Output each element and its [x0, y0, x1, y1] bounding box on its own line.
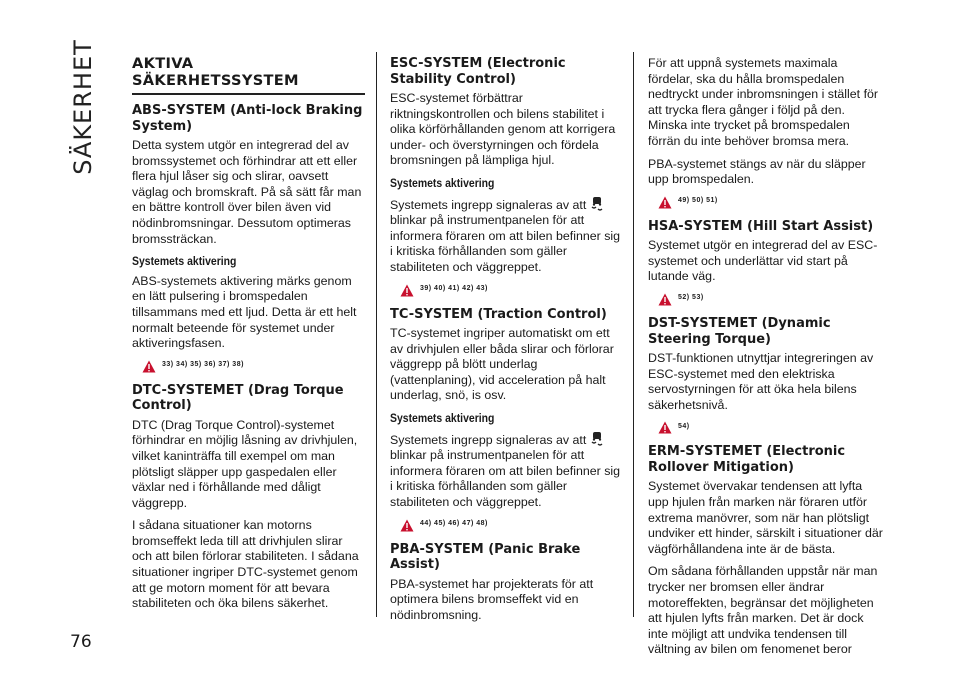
esc-heading: ESC-SYSTEM (Electronic Stability Control): [390, 56, 566, 87]
pba-paragraph-2: För att uppnå systemets maximala fördelar, ska du hålla bromspedalen nedtryckt under inbromsningen i stället för att trycka flera gånger i följd på den. Minska inte trycket på bromspedalen förrän du inte behöver bromsa mera.: [648, 56, 879, 148]
warning-references: 52) 53): [678, 294, 704, 302]
warning-references: 39) 40) 41) 42) 43): [420, 284, 488, 292]
warning-triangle-icon: [658, 196, 672, 209]
column-2: [390, 56, 623, 630]
erm-heading: ERM-SYSTEMET (Electronic Rollover Mitigation): [648, 444, 846, 475]
column-divider: [633, 52, 634, 617]
abs-paragraph-1: Detta system utgör en integrerad del av bromssystemet och förhindrar att ett eller flera hjul låser sig och slirar, oavsett väglag och bromskraft. På så sätt får man en bättre kontroll över bilen även vid nödinbromsningar. Dessutom optimeras bromssträckan.: [132, 138, 362, 246]
esc-text-b: blinkar på instrumentpanelen för att informera föraren om att bilen befinner sig i kritiska förhållanden som gäller stabiliteten och väggreppet.: [390, 213, 621, 274]
warning-references: 44) 45) 46) 47) 48): [420, 519, 488, 527]
tc-text-b: blinkar på instrumentpanelen för att informera föraren om att bilen befinner sig i kritiska förhållanden som gäller stabiliteten och väggreppet.: [390, 448, 621, 509]
warning-triangle-icon: [658, 421, 672, 434]
tc-text-a: Systemets ingrepp signaleras av att: [390, 432, 587, 447]
page-number: 76: [70, 632, 92, 652]
section-title-text: SÄKERHET: [69, 39, 97, 175]
column-divider: [376, 52, 377, 617]
dtc-paragraph-2: I sådana situationer kan motorns bromseffekt leda till att drivhjulen slirar och att bilen förlorar stabiliteten. I sådana situationer ingriper DTC-systemet genom att ge motorn moment för att bevara stabiliteten och öka bilens säkerhet.: [132, 518, 359, 611]
warning-references: 33) 34) 35) 36) 37) 38): [162, 361, 244, 369]
warning-references: 49) 50) 51): [678, 197, 718, 205]
erm-paragraph-1: Systemet övervakar tendensen att lyfta upp hjulen från marken när föraren utför extrema manövrer, som när han plötsligt undviker ett hinder, särskilt i situationer där vägförhållandena inte är de bästa.: [648, 479, 883, 556]
pba-paragraph-3: PBA-systemet stängs av när du släpper upp bromspedalen.: [648, 156, 866, 187]
column-1: [132, 56, 365, 619]
abs-subheading: Systemets aktivering: [132, 255, 237, 269]
tc-heading: TC-SYSTEM (Traction Control): [390, 306, 607, 322]
erm-paragraph-2: Om sådana förhållanden uppstår när man trycker ner bromsen eller ändrar motoreffekten, begränsar det möjligheten att hjulen lyfts från marken. Det är dock inte möjligt att undvika tendensen till vältning av bilen om fenomenet beror: [648, 564, 878, 657]
abs-paragraph-2: ABS-systemets aktivering märks genom en lätt pulsering i bromspedalen tillsammans med ett ljud. Detta är ett helt normalt beteende för systemet under aktiveringsfasen.: [132, 273, 357, 351]
dst-warning-refs: [658, 420, 884, 434]
warning-triangle-icon: [142, 360, 156, 373]
esc-paragraph-2: [390, 196, 623, 276]
section-side-title: [58, 39, 108, 175]
pba-warning-refs: [658, 195, 884, 209]
column-3: [648, 56, 884, 665]
tc-paragraph-2: [390, 431, 623, 511]
warning-triangle-icon: [400, 519, 414, 532]
warning-references: 54): [678, 422, 690, 430]
tc-paragraph-1: TC-systemet ingriper automatiskt om ett av drivhjulen eller båda slirar och förlorar väggrepp på blött underlag (vattenplaning), vid acceleration på halt underlag, snö, is osv.: [390, 326, 614, 403]
abs-warning-refs: [142, 359, 365, 373]
esc-skid-car-icon: [589, 196, 605, 212]
esc-skid-car-icon: [589, 431, 605, 447]
tc-warning-refs: [400, 518, 623, 532]
esc-subheading: Systemets aktivering: [390, 176, 495, 190]
esc-text-a: Systemets ingrepp signaleras av att: [390, 197, 587, 212]
warning-triangle-icon: [400, 284, 414, 297]
main-heading: AKTIVA SÄKERHETSSYSTEM: [132, 56, 365, 95]
pba-heading: PBA-SYSTEM (Panic Brake Assist): [390, 541, 581, 573]
hsa-paragraph-1: Systemet utgör en integrerad del av ESC-systemet och underlättar vid start på lutande väg.: [648, 238, 878, 284]
pba-paragraph-1: PBA-systemet har projekterats för att optimera bilens bromseffekt vid en nödinbromsning.: [390, 576, 594, 622]
tc-subheading: Systemets aktivering: [390, 412, 495, 425]
hsa-heading: HSA-SYSTEM (Hill Start Assist): [648, 218, 874, 234]
esc-warning-refs: [400, 283, 623, 297]
dtc-heading: DTC-SYSTEMET (Drag Torque Control): [132, 382, 344, 414]
hsa-warning-refs: [658, 292, 884, 306]
dtc-paragraph-1: DTC (Drag Torque Control)-systemet förhindrar en möjlig låsning av drivhjulen, vilket kaninträffa till exempel om man plötsligt släpper upp gaspedalen eller växlar ned i förhållande med dåligt väggrepp.: [132, 417, 358, 510]
dst-heading: DST-SYSTEMET (Dynamic Steering Torque): [648, 316, 831, 347]
abs-heading: ABS-SYSTEM (Anti-lock Braking System): [132, 103, 363, 134]
warning-triangle-icon: [658, 293, 672, 306]
dst-paragraph-1: DST-funktionen utnyttjar integreringen av ESC-systemet med den elektriska servostyrningen för att öka hela bilens säkerhetsnivå.: [648, 351, 874, 412]
esc-paragraph-1: ESC-systemet förbättrar riktningskontrollen och bilens stabilitet i olika körförhållanden genom att korrigera under- och överstyrningen och fördela bromsningen på lämpliga hjul.: [390, 91, 616, 168]
